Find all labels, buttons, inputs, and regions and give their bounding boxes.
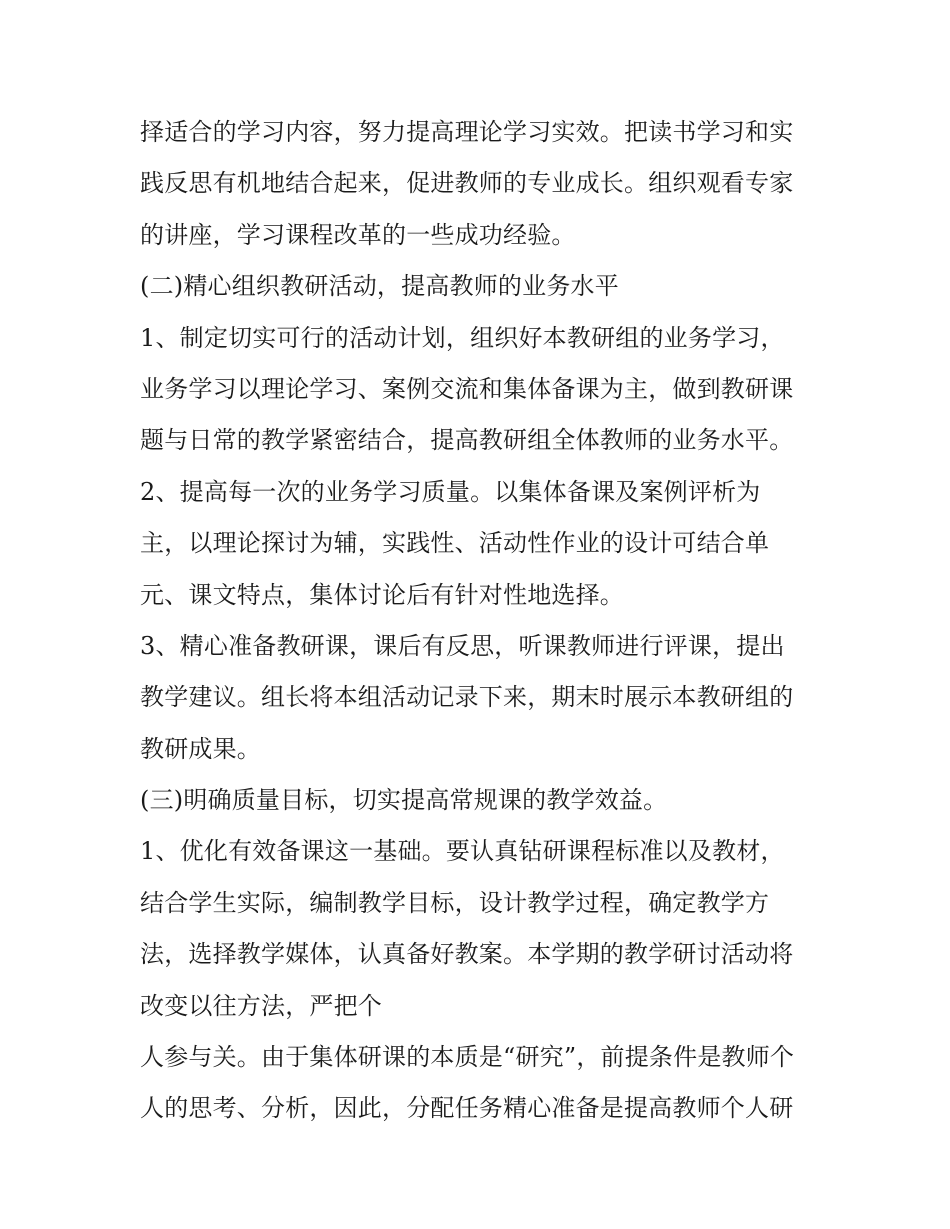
text-line: 1、制定切实可行的活动计划，组织好本教研组的业务学习， [140, 323, 785, 352]
document-body [140, 107, 830, 1135]
text-line: 1、优化有效备课这一基础。要认真钻研课程标准以及教材， [140, 837, 785, 866]
section-heading-2: (二)精心组织教研活动，提高教师的业务水平 [140, 272, 619, 301]
text-line: 3、精心准备教研课，课后有反思，听课教师进行评课，提出 [140, 631, 785, 660]
text-line: 教学建议。组长将本组活动记录下来，期末时展示本教研组的 [140, 683, 794, 712]
text-line: 题与日常的教学紧密结合，提高教研组全体教师的业务水平。 [140, 426, 794, 455]
text-line: 人的思考、分析，因此，分配任务精心准备是提高教师个人研 [140, 1094, 794, 1123]
text-line: 主，以理论探讨为辅，实践性、活动性作业的设计可结合单 [140, 529, 770, 558]
text-line: 教研成果。 [140, 734, 261, 763]
section-heading-3: (三)明确质量目标，切实提高常规课的教学效益。 [140, 786, 668, 815]
text-line: 法，选择教学媒体，认真备好教案。本学期的教学研讨活动将 [140, 940, 794, 969]
text-line: 改变以往方法，严把个 [140, 991, 382, 1020]
text-line: 元、课文特点，集体讨论后有针对性地选择。 [140, 580, 624, 609]
text-line: 结合学生实际，编制教学目标，设计教学过程，确定教学方 [140, 888, 770, 917]
text-line: 择适合的学习内容，努力提高理论学习实效。把读书学习和实 [140, 118, 794, 146]
text-line: 的讲座，学习课程改革的一些成功经验。 [140, 220, 576, 249]
text-line: 人参与关。由于集体研课的本质是“研究”，前提条件是教师个 [140, 1043, 795, 1072]
text-line: 业务学习以理论学习、案例交流和集体备课为主，做到教研课 [140, 374, 794, 403]
text-line: 践反思有机地结合起来，促进教师的专业成长。组织观看专家 [140, 169, 794, 198]
text-line: 2、提高每一次的业务学习质量。以集体备课及案例评析为 [140, 477, 761, 506]
